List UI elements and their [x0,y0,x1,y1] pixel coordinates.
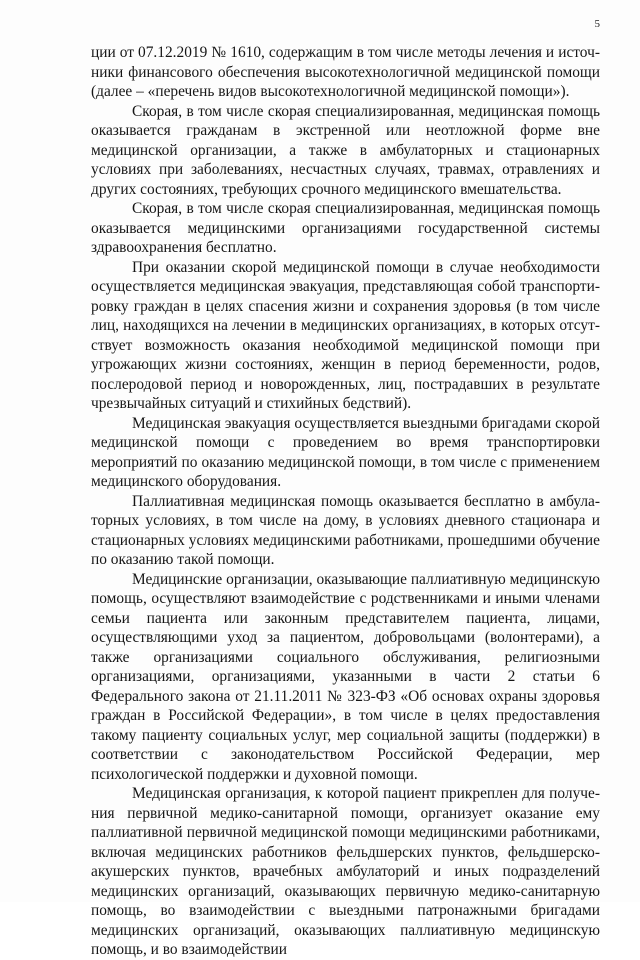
paragraph: Медицинская организация, к которой пациент прикреплен для получения первичной медико-санитарной помощи, организует оказание ему паллиативной первичной медицинской помощи медицинскими работниками, включая медицинских работников фельдшерских пунктов, фельдшерско-акушерских пунктов, врачебных амбулаторий и иных подразделений медицинских организаций, оказывающих первичную медико-санитарную помощь, во взаимодействии с выездными патронажными бригадами медицинских организаций, оказывающих паллиативную медицинскую помощь, и во взаимодействии [91,785,600,958]
paragraph: Медицинская эвакуация осуществляется выездными бригадами скорой медицинской помощи с проведением во время транспортировки мероприятий по оказанию медицинской помощи, в том числе с применением медицинского оборудования. [91,414,600,490]
paragraph: Скорая, в том числе скорая специализированная, медицинская помощь оказывается гражданам в экстренной или неотложной форме вне медицинской организации, а также в амбулаторных и стационарных условиях при заболеваниях, несчастных случаях, травмах, отравлениях и других состояниях, требующих срочного медицинского вмешательства. [91,102,600,198]
paragraph-continuation: ции от 07.12.2019 № 1610, содержащим в том числе методы лечения и источники финансового обеспечения высокотехнологичной медицинской помощи (далее – «перечень видов высокотехнологичной медицинской помощи»). [91,44,600,100]
page-number: 5 [594,18,600,30]
paragraph: Медицинские организации, оказывающие паллиативную медицинскую помощь, осуществляют взаимодействие с родственниками и иными членами семьи пациента или законным представителем пациента, лицами, осуществляющими уход за пациентом, добровольцами (волонтерами), а также организациями социального обслуживания, религиозными организациями, организациями, указанными в части 2 статьи 6 Федерального закона от 21.11.2011 № 323-ФЗ «Об основах охраны здоровья граждан в Российской Федерации», в том числе в целях предоставления такому пациенту социальных услуг, мер социальной защиты (поддержки) в соответствии с законодательством Российской Федерации, мер психологической поддержки и духовной помощи. [91,570,600,783]
paragraph: При оказании скорой медицинской помощи в случае необходимости осуществляется медицинская эвакуация, представляющая собой транспортировку граждан в целях спасения жизни и сохранения здоровья (в том числе лиц, находящихся на лечении в медицинских организациях, в которых отсутствует возможность оказания необходимой медицинской помощи при угрожающих жизни состояниях, женщин в период беременности, родов, послеродовой период и новорожденных, лиц, пострадавших в результате чрезвычайных ситуаций и стихийных бедствий). [91,258,600,412]
document-body [91,43,600,960]
paragraph: Скорая, в том числе скорая специализированная, медицинская помощь оказывается медицинскими организациями государственной системы здравоохранения бесплатно. [91,200,600,256]
paragraph: Паллиативная медицинская помощь оказывается бесплатно в амбулаторных условиях, в том числе на дому, в условиях дневного стационара и стационарных условиях медицинскими работниками, прошедшими обучение по оказанию такой помощи. [91,492,600,568]
